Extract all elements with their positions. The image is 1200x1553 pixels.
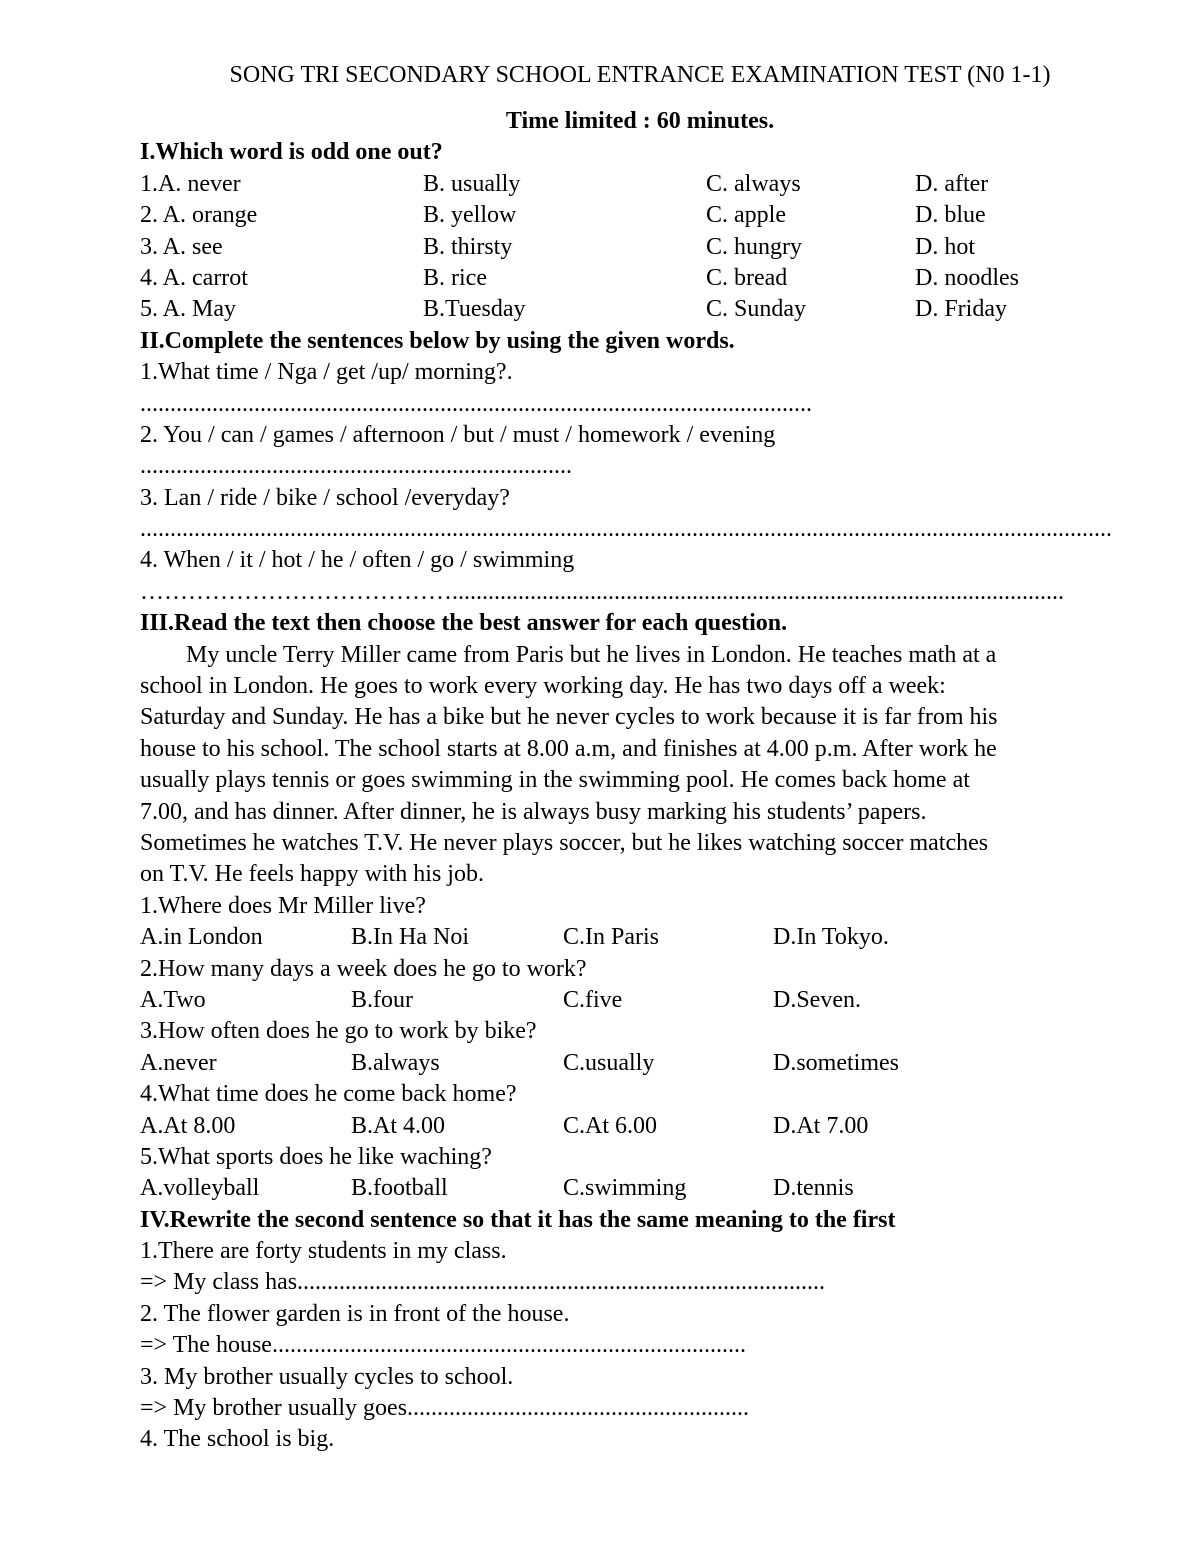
option: D.At 7.00 [773, 1112, 869, 1139]
passage-line: school in London. He goes to work every working day. He has two days off a week: [140, 673, 946, 700]
section-2-heading: II.Complete the sentences below by using the given words. [140, 327, 735, 354]
option: D. after [915, 170, 989, 197]
rewrite-line: 2. The flower garden is in front of the house. [140, 1300, 570, 1327]
section-1-options [140, 169, 1140, 326]
question-row [140, 200, 1140, 231]
question-row [140, 232, 1140, 263]
option: B. thirsty [423, 233, 513, 260]
option: B.Tuesday [423, 296, 526, 323]
exam-page [140, 58, 1140, 1456]
sentence-prompt: 4. When / it / hot / he / often / go / swimming [140, 547, 575, 574]
reading-passage [140, 640, 1140, 891]
option: B.football [351, 1175, 448, 1202]
question-text: 1.Where does Mr Miller live? [140, 892, 426, 919]
question-row [140, 294, 1140, 325]
answer-dotted-line: ........................................................................ [140, 453, 572, 480]
option: D.In Tokyo. [773, 924, 889, 951]
option: 5. A. May [140, 296, 236, 323]
option: C. bread [706, 264, 788, 291]
option: D. Friday [915, 296, 1007, 323]
rewrite-line: => My brother usually goes......................................................... [140, 1395, 750, 1422]
option: C. Sunday [706, 296, 807, 323]
option: B. rice [423, 264, 487, 291]
option: B.four [351, 986, 413, 1013]
question-text: 5.What sports does he like waching? [140, 1143, 492, 1170]
option: C. always [706, 170, 801, 197]
option: D. hot [915, 233, 975, 260]
option: D.sometimes [773, 1049, 899, 1076]
passage-line: usually plays tennis or goes swimming in the swimming pool. He comes back home at [140, 767, 970, 794]
option: 3. A. see [140, 233, 223, 260]
answer-dotted-line: ................................................................................................................ [140, 390, 812, 417]
question-text: 3.How often does he go to work by bike? [140, 1018, 537, 1045]
option: C. apple [706, 202, 786, 229]
section-4-heading: IV.Rewrite the second sentence so that it has the same meaning to the first [140, 1206, 896, 1233]
question-text: 2.How many days a week does he go to work? [140, 955, 587, 982]
rewrite-items [140, 1236, 1140, 1456]
time-limit: Time limited : 60 minutes. [505, 108, 775, 134]
question-row [140, 263, 1140, 294]
passage-line: house to his school. The school starts at 8.00 a.m, and finishes at 4.00 p.m. After work he [140, 735, 997, 762]
answer-options [140, 985, 1140, 1016]
option: C.In Paris [563, 924, 659, 951]
rewrite-line: => My class has........................................................................................ [140, 1269, 826, 1296]
passage-line: on T.V. He feels happy with his job. [140, 861, 484, 888]
option: C.swimming [563, 1175, 687, 1202]
option: D.Seven. [773, 986, 861, 1013]
option: C. hungry [706, 233, 802, 260]
option: D. noodles [915, 264, 1019, 291]
answer-options [140, 922, 1140, 953]
answer-options [140, 1173, 1140, 1204]
option: A.in London [140, 924, 263, 951]
rewrite-line: 1.There are forty students in my class. [140, 1238, 507, 1265]
option: C.At 6.00 [563, 1112, 658, 1139]
option: B.always [351, 1049, 440, 1076]
option: B.At 4.00 [351, 1112, 446, 1139]
section-1-heading: I.Which word is odd one out? [140, 139, 443, 166]
option: D. blue [915, 202, 986, 229]
option: B.In Ha Noi [351, 924, 469, 951]
passage-line: My uncle Terry Miller came from Paris but he lives in London. He teaches math at a [186, 641, 997, 668]
answer-dotted-line: …………………………………...................................................................................................... [140, 578, 1064, 605]
option: C.five [563, 986, 623, 1013]
option: B. yellow [423, 202, 517, 229]
section-3-heading: III.Read the text then choose the best answer for each question. [140, 610, 788, 637]
rewrite-line: => The house............................................................................... [140, 1332, 746, 1359]
section-2-items [140, 357, 1140, 608]
question-text: 4.What time does he come back home? [140, 1081, 517, 1108]
rewrite-line: 4. The school is big. [140, 1426, 335, 1453]
option: 4. A. carrot [140, 264, 248, 291]
option: D.tennis [773, 1175, 854, 1202]
sentence-prompt: 2. You / can / games / afternoon / but / must / homework / evening [140, 421, 776, 448]
passage-line: Saturday and Sunday. He has a bike but he never cycles to work because it is far from his [140, 704, 998, 731]
option: A.never [140, 1049, 217, 1076]
option: 2. A. orange [140, 202, 258, 229]
sentence-prompt: 3. Lan / ride / bike / school /everyday? [140, 484, 510, 511]
answer-options [140, 1048, 1140, 1079]
option: C.usually [563, 1049, 655, 1076]
option: B. usually [423, 170, 521, 197]
option: A.Two [140, 986, 206, 1013]
sentence-prompt: 1.What time / Nga / get /up/ morning?. [140, 359, 513, 386]
rewrite-line: 3. My brother usually cycles to school. [140, 1363, 514, 1390]
exam-title: SONG TRI SECONDARY SCHOOL ENTRANCE EXAMINATION TEST (N0 1-1) [229, 62, 1051, 88]
reading-questions [140, 891, 1140, 1205]
option: 1.A. never [140, 170, 241, 197]
answer-dotted-line: .................................................................................................................................................................. [140, 516, 1112, 543]
question-row [140, 169, 1140, 200]
answer-options [140, 1111, 1140, 1142]
option: A.At 8.00 [140, 1112, 236, 1139]
passage-line: 7.00, and has dinner. After dinner, he is always busy marking his students’ papers. [140, 798, 927, 825]
option: A.volleyball [140, 1175, 260, 1202]
passage-line: Sometimes he watches T.V. He never plays soccer, but he likes watching soccer matches [140, 829, 989, 856]
